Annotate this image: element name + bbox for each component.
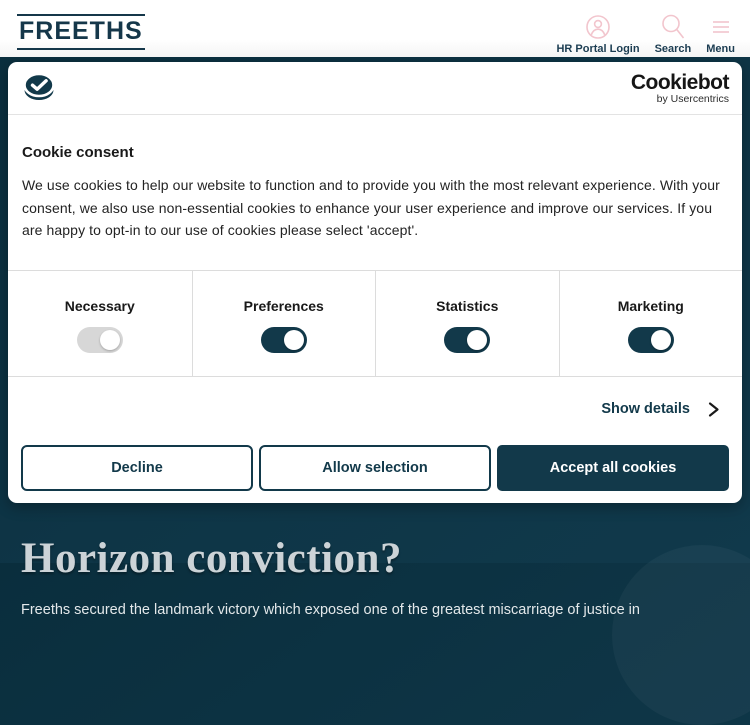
menu-icon <box>709 12 733 41</box>
cookiebot-name: Cookiebot <box>630 70 729 94</box>
category-statistics-label: Statistics <box>436 297 499 314</box>
hr-portal-login-label: HR Portal Login <box>556 43 640 55</box>
freeths-logo[interactable]: FREETHS <box>17 14 145 50</box>
category-preferences-label: Preferences <box>243 297 324 314</box>
accept-all-cookies-button[interactable]: Accept all cookies <box>497 445 729 491</box>
dialog-header <box>8 62 742 115</box>
marketing-toggle[interactable] <box>628 327 674 353</box>
category-statistics <box>375 271 559 376</box>
show-details-link[interactable]: Show details <box>601 401 690 417</box>
cookiebot-byline: by Usercentrics <box>656 92 729 105</box>
category-marketing <box>559 271 743 376</box>
header-nav <box>556 12 735 55</box>
hero-heading: Horizon conviction? <box>21 535 402 582</box>
hr-portal-login-button[interactable] <box>556 12 639 55</box>
menu-label: Menu <box>706 43 735 55</box>
decline-button[interactable]: Decline <box>21 445 253 491</box>
cookie-consent-dialog <box>8 62 742 503</box>
hero-paragraph: Freeths secured the landmark victory which exposed one of the greatest miscarriage of justice in <box>21 602 640 618</box>
menu-button[interactable] <box>706 12 735 55</box>
dialog-title: Cookie consent <box>22 144 134 161</box>
toggle-knob <box>284 330 304 350</box>
category-marketing-label: Marketing <box>617 297 684 314</box>
toggle-knob <box>651 330 671 350</box>
user-circle-icon <box>584 12 612 41</box>
site-header <box>0 0 750 57</box>
search-icon <box>658 12 687 41</box>
statistics-toggle[interactable] <box>444 327 490 353</box>
cookiebot-logo[interactable] <box>631 72 729 105</box>
decorative-circle <box>612 545 750 725</box>
search-button[interactable] <box>655 12 692 55</box>
cookiebot-check-badge-icon <box>21 70 57 107</box>
chevron-right-icon[interactable] <box>707 401 720 418</box>
necessary-toggle <box>77 327 123 353</box>
toggle-knob <box>100 330 120 350</box>
toggle-knob <box>467 330 487 350</box>
category-preferences <box>192 271 376 376</box>
consent-category-table <box>8 270 742 377</box>
dialog-description: We use cookies to help our website to function and to provide you with the most relevant experience. With your consent, we also use non-essential cookies to enhance your user experience and improve our services. If you are happy to opt-in to our use of cookies please select 'accept'. <box>22 177 720 238</box>
preferences-toggle[interactable] <box>261 327 307 353</box>
allow-selection-button[interactable]: Allow selection <box>259 445 491 491</box>
category-necessary-label: Necessary <box>64 297 135 314</box>
dialog-buttons-row <box>21 445 729 491</box>
search-label: Search <box>654 43 692 55</box>
show-details-row <box>8 400 720 419</box>
category-necessary <box>8 271 192 376</box>
